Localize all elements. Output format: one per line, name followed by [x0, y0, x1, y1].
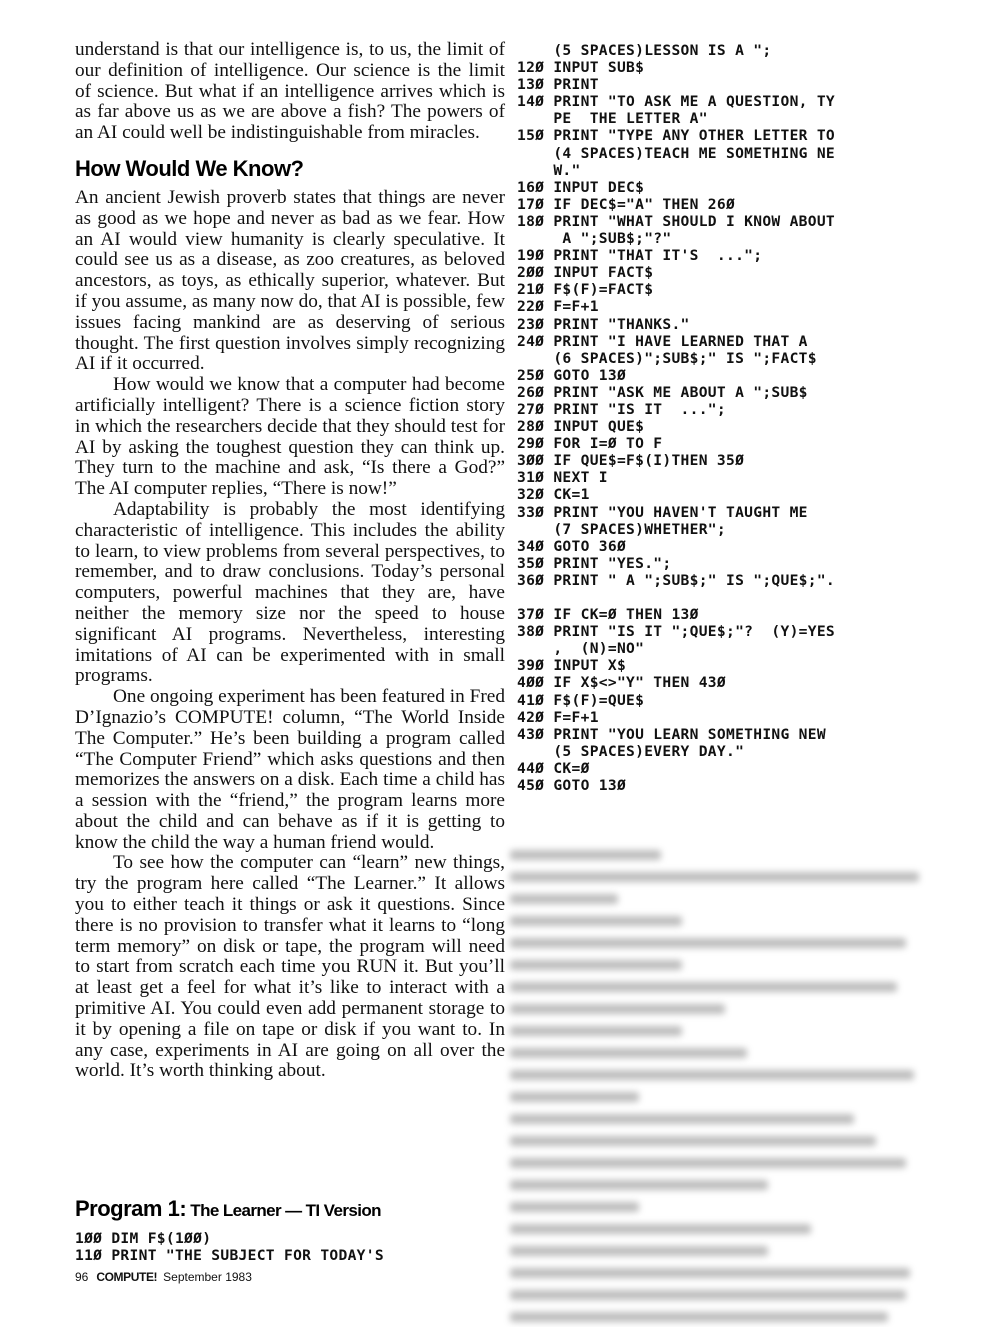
code-line: 31Ø NEXT I: [517, 469, 608, 487]
program-title-number: Program 1:: [75, 1196, 187, 1221]
code-line: 1ØØ DIM F$(1ØØ): [75, 1230, 212, 1247]
code-line: 41Ø F$(F)=QUE$: [517, 691, 645, 709]
code-line: 4ØØ IF X$<>"Y" THEN 43Ø: [517, 674, 726, 692]
code-line: 26Ø PRINT "ASK ME ABOUT A ";SUB$: [517, 383, 808, 401]
code-line: 33Ø PRINT "YOU HAVEN'T TAUGHT ME: [517, 503, 808, 521]
code-line: 35Ø PRINT "YES.";: [517, 554, 672, 572]
code-line: 3ØØ IF QUE$=F$(I)THEN 35Ø: [517, 452, 745, 470]
code-line: 23Ø PRINT "THANKS.": [517, 315, 690, 333]
code-line: 34Ø GOTO 36Ø: [517, 537, 627, 555]
code-line: 45Ø GOTO 13Ø: [517, 777, 627, 795]
code-line: 13Ø PRINT: [517, 76, 599, 94]
program-title: [75, 1196, 381, 1222]
article-paragraph: An ancient Jewish proverb states that things are never as good as we hope and never as bad as we fear. How an AI would view humanity is clearly speculative. It could see us as a disease, as zoo creatures, as beloved ancestors, as toys, as ethically superior, whatever. But if you assume, as many now do, that AI is possible, few issues facing mankind are as deserving of serious thought. The first question involves simply recognizing AI if it occurred.: [75, 186, 505, 375]
issue-date: September 1983: [163, 1270, 252, 1284]
article-paragraph: To see how the computer can “learn” new things, try the program here called “The Learner.” It allows you to either teach it things or ask it questions. Since there is no provision to transfer what it learns to “long term memory” on disk or tape, the program will need to start from scratch each time you RUN it. But you’ll at least get a feel for what it’s like to interact with a primitive AI. You could even add permanent storage to it by opening a file on tape or disk if you want to. In any case, experiments in AI are going on all over the world. It’s worth thinking about.: [75, 852, 505, 1082]
article-paragraph: How would we know that a computer had become artificially intelligent? There is a science fiction story in which the researchers decide that they should test for AI by asking the toughest question they can think up. They turn to the machine and ask, “Is there a God?” The AI computer replies, “There is now!”: [75, 374, 505, 500]
section-heading: How Would We Know?: [75, 155, 304, 181]
blurred-code-listing: [510, 838, 940, 1253]
code-line: , (N)=NO": [517, 640, 645, 658]
code-line: 28Ø INPUT QUE$: [517, 418, 645, 436]
program-title-name: The Learner — TI Version: [186, 1201, 381, 1220]
page-footer: [75, 1270, 252, 1284]
code-line: 18Ø PRINT "WHAT SHOULD I KNOW ABOUT: [517, 212, 836, 230]
code-line: 19Ø PRINT "THAT IT'S ...";: [517, 247, 763, 265]
code-line: (6 SPACES)";SUB$;" IS ";FACT$: [517, 349, 817, 367]
code-line: 36Ø PRINT " A ";SUB$;" IS ";QUE$;".: [517, 571, 836, 589]
code-line: 15Ø PRINT "TYPE ANY OTHER LETTER TO: [517, 127, 836, 145]
article-paragraph-intro: understand is that our intelligence is, to us, the limit of our definition of intelligence. Our science is the limit of science. But what if an intelligence arrives which is as far above us as we are above a fish? The powers of an AI could well be indistinguishable from miracles.: [75, 39, 505, 144]
code-line: 2ØØ INPUT FACT$: [517, 264, 654, 282]
code-line: 29Ø FOR I=Ø TO F: [517, 435, 663, 453]
code-line: (4 SPACES)TEACH ME SOMETHING NE: [517, 144, 836, 162]
code-line: 44Ø CK=Ø: [517, 759, 590, 777]
code-line: 21Ø F$(F)=FACT$: [517, 281, 654, 299]
code-line: PE THE LETTER A": [517, 110, 708, 128]
code-line: (5 SPACES)LESSON IS A ";: [517, 42, 772, 59]
article-paragraph: One ongoing experiment has been featured in Fred D’Ignazio’s COMPUTE! column, “The World Inside The Computer.” He’s been building a program called “The Computer Friend” which asks questions and then memorizes the answers on a disk. Each time a child has a session with the “friend,” the program learns more about the child and can behave as if it is getting to know the child the way a human friend would.: [75, 686, 505, 853]
code-line: 38Ø PRINT "IS IT ";QUE$;"? (Y)=YES: [517, 623, 836, 641]
code-line: W.": [517, 161, 581, 179]
magazine-name: COMPUTE!: [96, 1270, 158, 1284]
article-paragraph: Adaptability is probably the most identifying characteristic of intelligence. This includes the ability to learn, to view problems from several perspectives, to remember, and to draw conclusions. Today’s personal computers, powerful machines that they are, have neither the memory size nor the speed to house significant AI programs. Nevertheless, interesting imitations of AI can be experimented with in small programs.: [75, 498, 505, 687]
code-line: 32Ø CK=1: [517, 486, 590, 504]
code-line: 24Ø PRINT "I HAVE LEARNED THAT A: [517, 332, 808, 350]
code-line: [517, 589, 835, 606]
program-listing-left: [75, 1230, 384, 1264]
code-line: 11Ø PRINT "THE SUBJECT FOR TODAY'S: [75, 1247, 384, 1265]
article-column: [75, 40, 505, 1082]
code-line: A ";SUB$;"?": [517, 230, 672, 248]
code-line: (5 SPACES)EVERY DAY.": [517, 742, 745, 760]
code-line: 16Ø INPUT DEC$: [517, 178, 645, 196]
code-line: 42Ø F=F+1: [517, 708, 599, 726]
code-line: 12Ø INPUT SUB$: [517, 59, 645, 77]
code-line: 22Ø F=F+1: [517, 298, 599, 316]
code-line: 39Ø INPUT X$: [517, 657, 627, 675]
code-line: (7 SPACES)WHETHER";: [517, 520, 726, 538]
code-line: 43Ø PRINT "YOU LEARN SOMETHING NEW: [517, 725, 826, 743]
page-number: 96: [75, 1270, 89, 1284]
code-line: 14Ø PRINT "TO ASK ME A QUESTION, TY: [517, 93, 836, 111]
code-line: 17Ø IF DEC$="A" THEN 26Ø: [517, 195, 736, 213]
code-line: 27Ø PRINT "IS IT ...";: [517, 400, 726, 418]
code-line: 37Ø IF CK=Ø THEN 13Ø: [517, 606, 699, 624]
program-listing-right: [517, 42, 835, 794]
code-line: 25Ø GOTO 13Ø: [517, 366, 627, 384]
